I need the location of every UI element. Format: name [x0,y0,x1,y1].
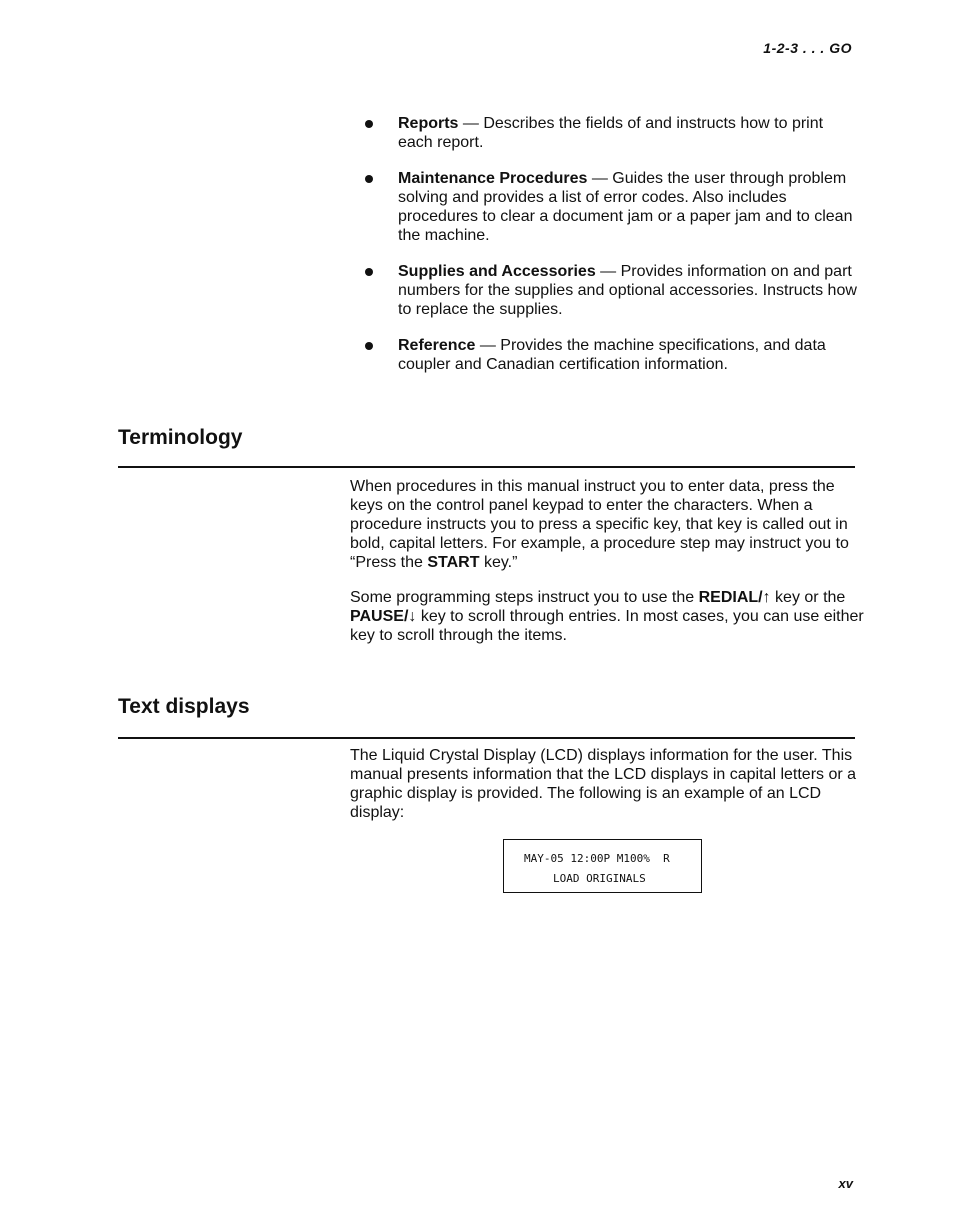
bullet-item-maintenance [362,169,862,245]
bullet-text: — Guides the user through problem solving and provides a list of error codes. Also includes procedures to clear a document jam or a paper jam and to clean the machine. [398,170,853,244]
terminology-paragraph-2 [350,588,870,645]
bullet-term: Reference [398,337,476,354]
para-text: When procedures in this manual instruct you to enter data, press the keys on the control panel keypad to enter the characters. When a procedure instructs you to press a specific key, that key is called out in bold, capital letters. For example, a procedure step may instruct you to “Press the [350,478,849,571]
terminology-heading: Terminology [118,426,243,449]
bullet-item-supplies [362,262,862,319]
bullet-text: — Provides information on and part numbers for the supplies and optional accessories. Instructs how to replace the supplies. [398,263,857,318]
para-text: Some programming steps instruct you to use the [350,589,699,606]
text-displays-paragraph: The Liquid Crystal Display (LCD) displays information for the user. This manual presents information that the LCD displays in capital letters or a graphic display is provided. The following is an example of an LCD display: [350,747,857,821]
text-displays-divider [118,737,855,739]
terminology-paragraph-1 [350,477,870,572]
bullet-term: Maintenance Procedures [398,170,588,187]
bullet-text: — Describes the fields of and instructs how to print each report. [398,115,824,151]
lcd-display-example [503,839,702,893]
bullet-item-reports [362,114,862,152]
contents-bullet-list [362,114,862,391]
key-start: START [427,554,480,571]
key-redial: REDIAL/ [698,589,763,606]
bullet-term: Reports [398,115,459,132]
para-text: key.” [479,554,518,571]
para-text: key or the [770,589,846,606]
bullet-icon [365,268,373,276]
down-arrow-icon: ↓ [408,608,417,625]
para-text: key to scroll through entries. In most cases, you can use either key to scroll through the items. [350,608,864,644]
up-arrow-icon: ↑ [762,589,771,606]
bullet-text: — Provides the machine specifications, and data coupler and Canadian certification information. [398,337,826,373]
page-number: xv [838,1176,853,1191]
lcd-line-1: MAY-05 12:00P M100% R [524,852,670,865]
running-header: 1-2-3 . . . GO [763,40,852,56]
bullet-item-reference [362,336,862,374]
lcd-line-2: LOAD ORIGINALS [553,872,646,885]
bullet-icon [365,120,373,128]
key-pause: PAUSE/ [350,608,409,625]
terminology-divider [118,466,855,468]
bullet-icon [365,175,373,183]
bullet-term: Supplies and Accessories [398,263,596,280]
bullet-icon [365,342,373,350]
text-displays-heading: Text displays [118,695,250,718]
